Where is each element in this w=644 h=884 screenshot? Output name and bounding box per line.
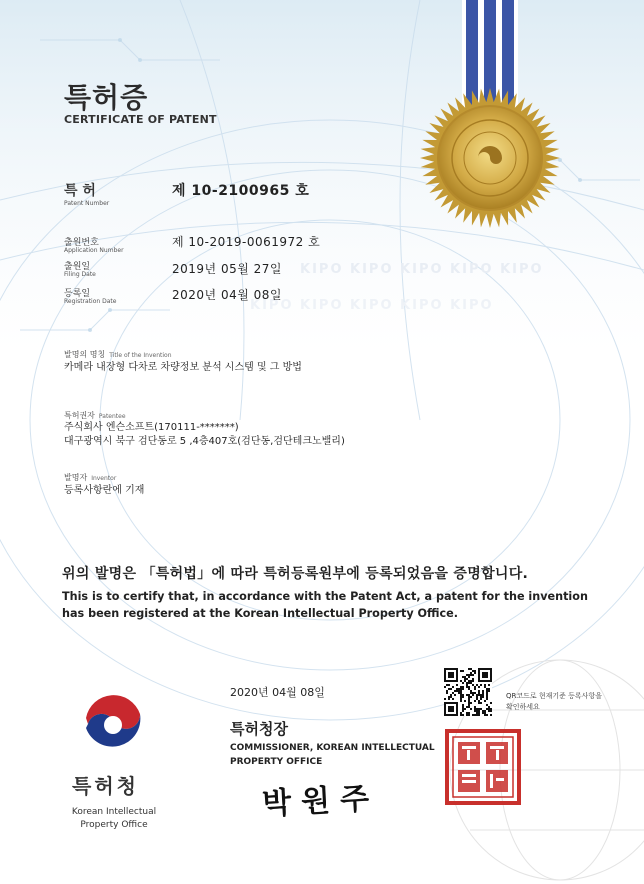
patentee-label-ko: 특허권자 [64,411,95,420]
commissioner-title-en: COMMISSIONER, KOREAN INTELLECTUAL PROPERTY OFFICE [230,743,435,767]
application-number-label-ko: 출원번호 [64,238,99,248]
patentee-address: 대구광역시 북구 검단동로 5 ,4층407호(검단동,검단테크노밸리) [64,436,345,447]
qr-note: QR코드로 현재기준 등록사항을 확인하세요 [506,692,602,711]
inventor-value: 등록사항란에 기재 [64,485,145,496]
certification-text-ko: 위의 발명은 「특허법」에 따라 특허등록원부에 등록되었음을 증명합니다. [62,566,529,582]
application-number-label-en: Application Number [64,247,124,254]
registration-date-label-ko: 등록일 [64,289,91,299]
kipo-name-ko: 특허청 [72,774,139,798]
patent-number-label-ko: 특 허 [64,183,96,199]
patentee-label-en: Patentee [98,413,126,420]
kipo-name-en: Korean Intellectual Property Office [71,807,157,830]
commissioner-title-ko: 특허청장 [230,720,288,738]
filing-date-value: 2019년 05월 27일 [172,262,282,276]
certificate-title-ko: 특허증 [64,81,149,114]
invention-title: 카메라 내장형 다차로 차량정보 분석 시스템 및 그 방법 [64,362,302,373]
invention-label-en: Title of the Invention [109,352,172,359]
inventor-label-en: Inventor [91,475,117,482]
filing-date-label-ko: 출원일 [64,262,91,272]
filing-date-label-en: Filing Date [64,271,96,278]
commissioner-signature: 박원주 [261,780,380,823]
watermark-text: KIPO KIPO KIPO KIPO KIPO [300,262,544,277]
certificate-title-en: CERTIFICATE OF PATENT [64,113,217,126]
invention-label-ko: 발명의 명칭 [64,350,106,359]
watermark-text: KIPO KIPO KIPO KIPO KIPO [250,298,494,313]
inventor-label-ko: 발명자 [64,473,88,482]
patent-number-label-en: Patent Number [64,200,110,207]
patent-number-value: 제 10-2100965 호 [172,183,310,199]
registration-date-label-en: Registration Date [64,298,117,305]
certification-text-en: This is to certify that, in accordance with the Patent Act, a patent for the invention has been registered at the Korean Intellectual Property Office. [62,590,588,620]
issue-date: 2020년 04월 08일 [230,686,325,699]
gold-seal [420,88,560,228]
registration-date-value: 2020년 04월 08일 [172,288,282,302]
official-stamp [444,728,522,806]
kipo-logo-icon [76,688,150,762]
qr-code[interactable] [444,668,492,716]
application-number-value: 제 10-2019-0061972 호 [172,235,321,249]
patentee-name: 주식회사 엔슨소프트(170111-*******) [64,422,239,433]
